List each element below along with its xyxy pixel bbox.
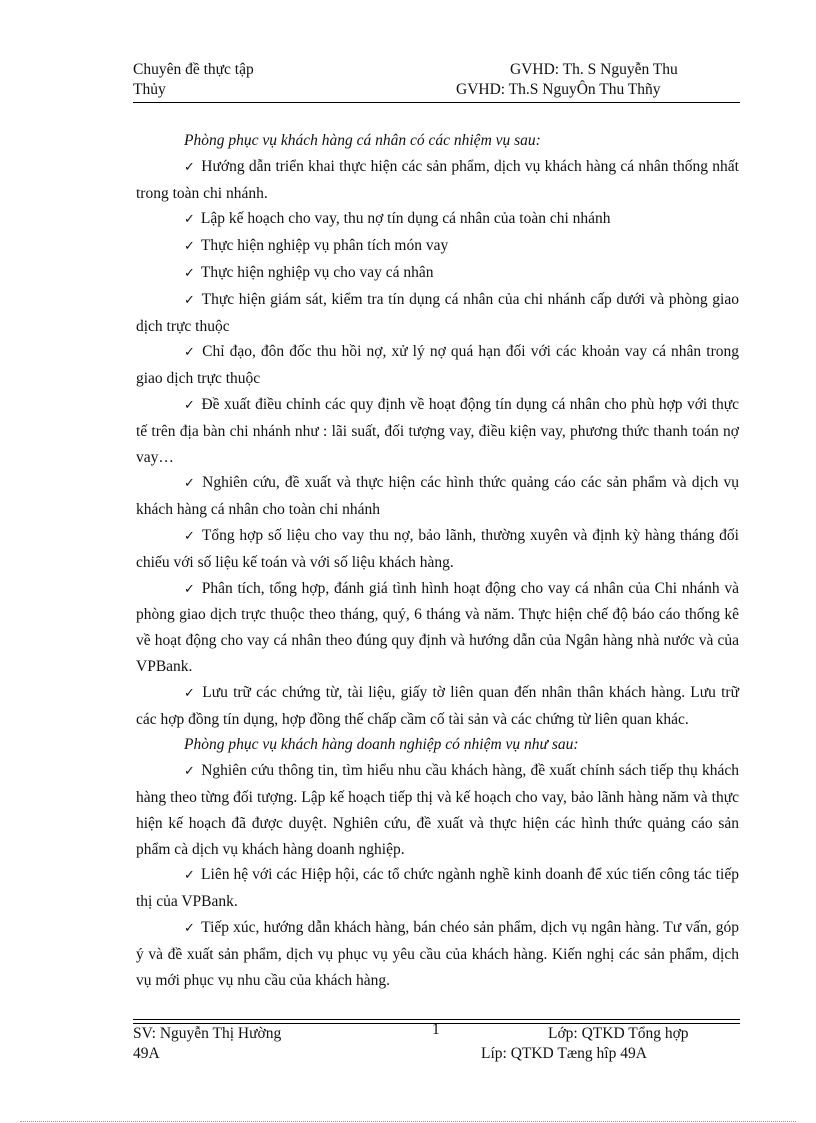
document-body [136,128,739,993]
checkmark-icon: ✓ [184,920,196,936]
section-1-item: ✓ Nghiên cứu, đề xuất và thực hiện các hình thức quảng cáo các sản phẩm và dịch vụ khách hàng cá nhân cho toàn chi nhánh [136,474,739,519]
section-1-item: ✓ Thực hiện nghiệp vụ cho vay cá nhân [184,263,434,281]
checkmark-icon: ✓ [184,397,196,413]
page-bottom-divider [20,1121,796,1122]
section-2-item: ✓ Tiếp xúc, hướng dẫn khách hàng, bán chéo sản phẩm, dịch vụ ngân hàng. Tư vấn, góp ý và đề xuất sản phẩm, dịch vụ phục vụ yêu cầu của khách hàng. Kiến nghị các sản phẩm, dịch vụ mới phục vụ nhu cầu của khách hàng. [136,918,739,989]
header-rule [133,102,740,103]
section-2-title: Phòng phục vụ khách hàng doanh nghiệp có nhiệm vụ như sau: [184,736,579,754]
checkmark-icon: ✓ [184,239,195,255]
footer-class-line1: Lớp: QTKD Tổng hợp [548,1025,689,1042]
footer-student-line2: 49A [133,1045,160,1062]
footer-class-line2: Líp: QTKD Tæng hîp 49A [481,1045,647,1062]
checkmark-icon: ✓ [184,345,197,361]
section-1-item: ✓ Tổng hợp số liệu cho vay thu nợ, bảo lãnh, thường xuyên và định kỳ hàng tháng đối chiếu với số liệu kế toán và với số liệu khách hàng. [136,526,739,571]
checkmark-icon: ✓ [184,528,196,544]
checkmark-icon: ✓ [184,212,195,228]
header-left-line2: Thủy [133,81,166,98]
checkmark-icon: ✓ [184,292,196,308]
checkmark-icon: ✓ [184,265,195,281]
section-1-item: ✓ Hướng dẫn triển khai thực hiện các sản phẩm, dịch vụ khách hàng cá nhân thống nhất trong toàn chi nhánh. [136,157,739,202]
checkmark-icon: ✓ [184,159,196,175]
section-1-item: ✓ Thực hiện nghiệp vụ phân tích món vay [184,237,449,255]
section-2-item: ✓ Liên hệ với các Hiệp hội, các tổ chức ngành nghề kinh doanh để xúc tiến công tác tiếp thị của VPBank. [136,866,739,911]
checkmark-icon: ✓ [184,868,196,884]
section-1-title: Phòng phục vụ khách hàng cá nhân có các nhiệm vụ sau: [184,132,541,149]
section-1-item: ✓ Đề xuất điều chỉnh các quy định về hoạt động tín dụng cá nhân cho phù hợp với thực tế trên địa bàn chi nhánh như : lãi suất, đối tượng vay, điều kiện vay, phương thức thanh toán nợ vay… [136,395,739,466]
page-number: 1 [432,1021,440,1038]
checkmark-icon: ✓ [184,764,196,780]
header-left-line1: Chuyên đề thực tập [133,61,254,78]
section-1-item: ✓ Chỉ đạo, đôn đốc thu hồi nợ, xử lý nợ quá hạn đối với các khoản vay cá nhân trong giao dịch trực thuộc [136,343,739,388]
section-1-item: ✓ Thực hiện giám sát, kiểm tra tín dụng cá nhân của chi nhánh cấp dưới và phòng giao dịch trực thuộc [136,290,739,335]
footer-student-line1: SV: Nguyễn Thị Hường [133,1025,282,1042]
header-right-line1: GVHD: Th. S Nguyễn Thu [510,61,678,78]
section-2-item: ✓ Nghiên cứu thông tin, tìm hiểu nhu cầu khách hàng, đề xuất chính sách tiếp thụ khách hàng theo từng đối tượng. Lập kế hoạch tiếp thị và kế hoạch cho vay, bảo lãnh hàng năm và thực hiện kế hoạch đã được duyệt. Nghiên cứu, đề xuất và thực hiện các hình thức quảng cáo sản phẩm cà dịch vụ khách hàng doanh nghiệp. [136,762,739,858]
header-right-line2: GVHD: Th.S NguyÔn Thu Thñy [456,81,661,98]
section-1-item: ✓ Phân tích, tổng hợp, đánh giá tình hình hoạt động cho vay cá nhân của Chi nhánh và phòng giao dịch trực thuộc theo tháng, quý, 6 tháng và năm. Thực hiện chế độ báo cáo thống kê về hoạt động cho vay cá nhân theo đúng quy định và hướng dẫn của Ngân hàng nhà nước và của VPBank. [136,579,739,675]
footer-rule-top [133,1019,740,1020]
checkmark-icon: ✓ [184,476,197,492]
section-1-item: ✓ Lưu trữ các chứng từ, tài liệu, giấy tờ liên quan đến nhân thân khách hàng. Lưu trữ các hợp đồng tín dụng, hợp đồng thế chấp cầm cố tài sản và các chứng từ liên quan khác. [136,683,739,728]
section-1-item: ✓ Lập kế hoạch cho vay, thu nợ tín dụng cá nhân của toàn chi nhánh [184,210,611,228]
checkmark-icon: ✓ [184,581,196,597]
checkmark-icon: ✓ [184,685,197,701]
